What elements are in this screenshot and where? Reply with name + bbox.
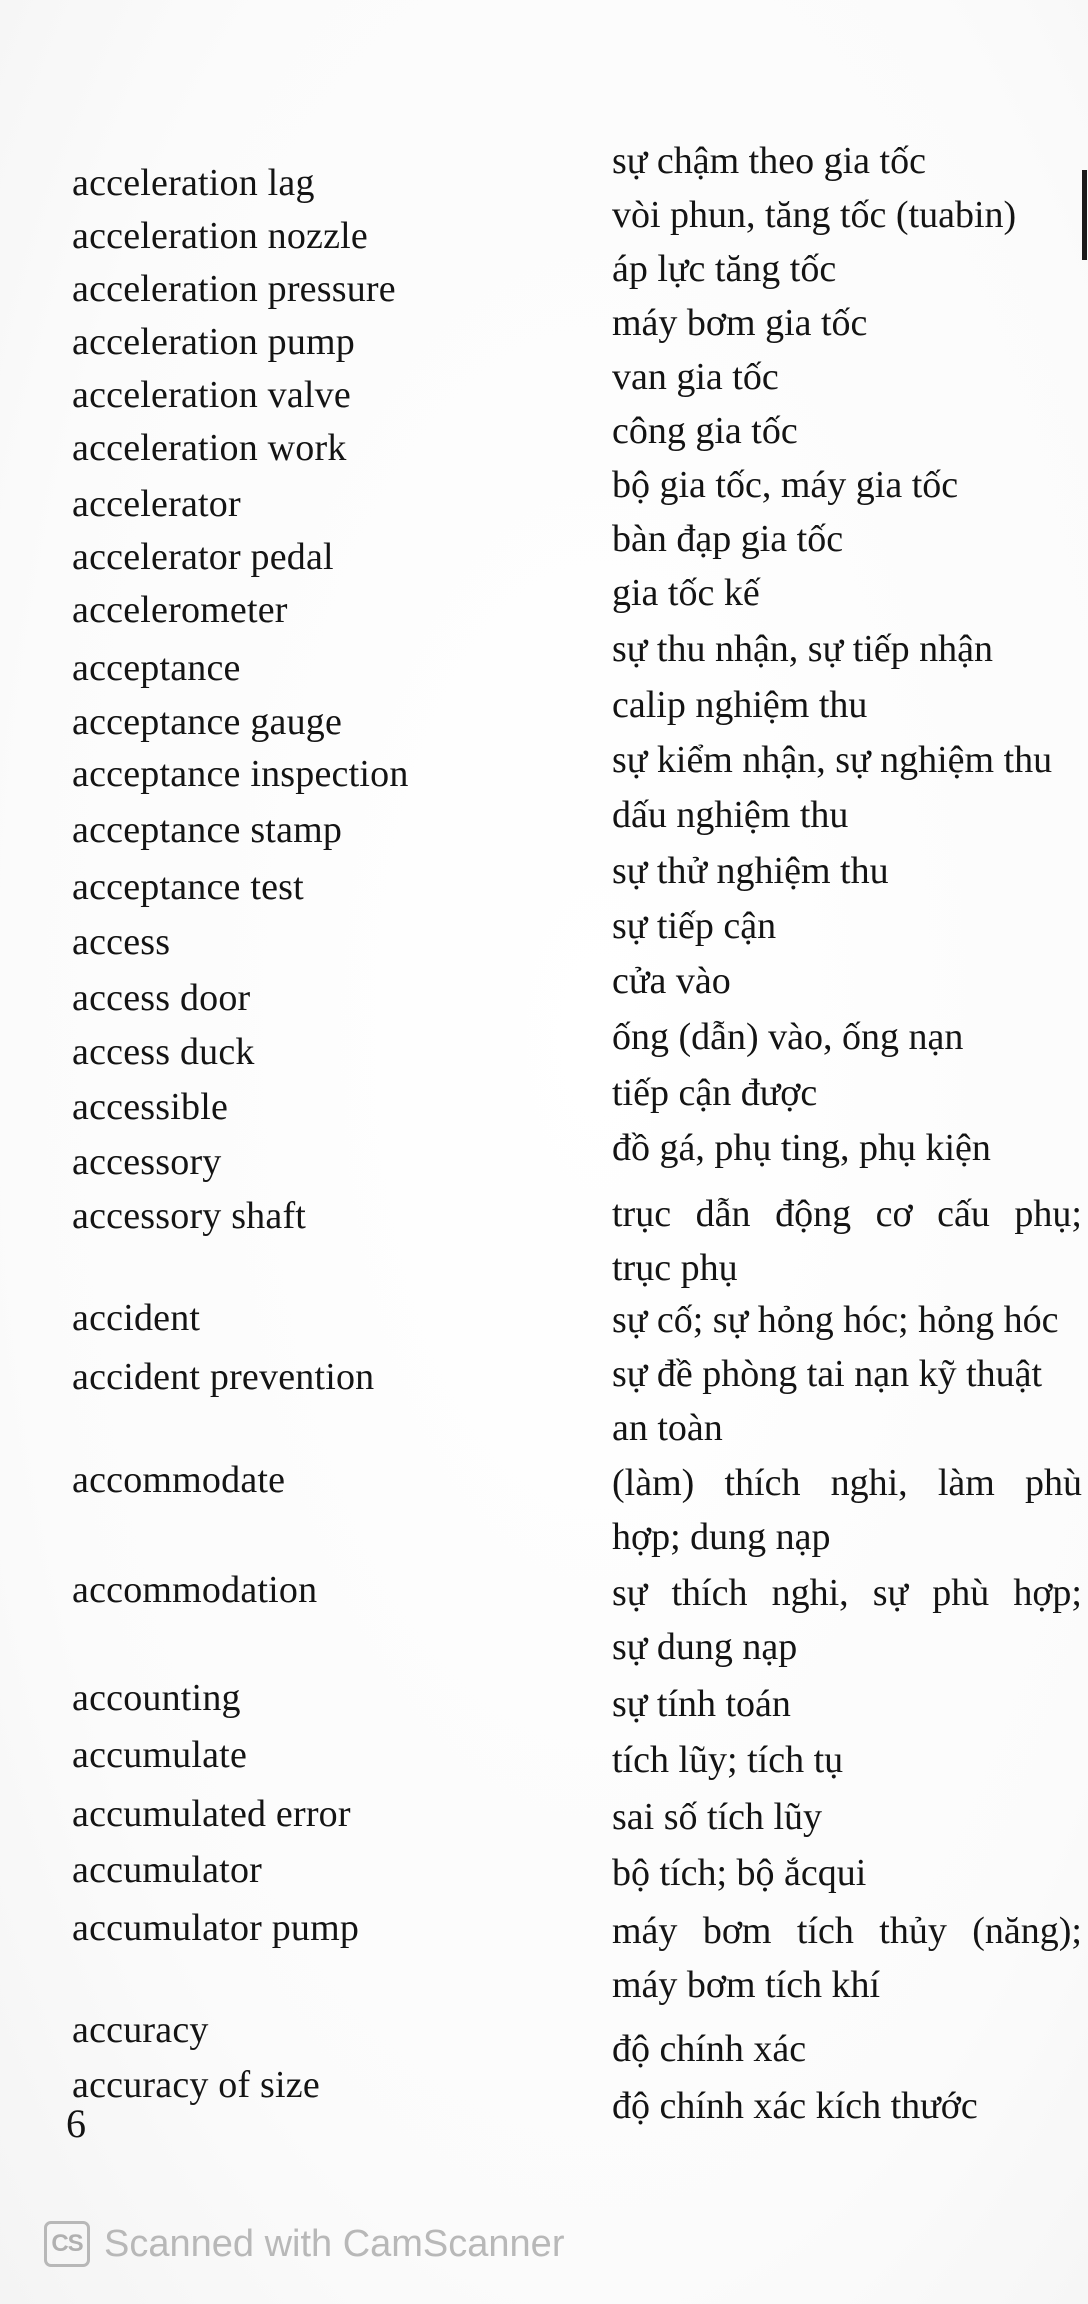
term: accuracy: [72, 2009, 209, 2051]
term: acceleration nozzle: [72, 215, 368, 257]
camscanner-logo-icon: CS: [44, 2221, 90, 2267]
definition-line: van gia tốc: [612, 356, 779, 398]
term: accident: [72, 1297, 201, 1339]
definition: [612, 1846, 1082, 1900]
definition: [612, 1677, 1082, 1731]
definition-line: máy bơm tích khí: [612, 1964, 881, 2006]
definition: [612, 404, 1082, 458]
term: accelerator pedal: [72, 536, 334, 578]
term: acceleration valve: [72, 374, 351, 416]
definition: [612, 899, 1082, 953]
term: accessible: [72, 1086, 229, 1128]
definition: [612, 566, 1082, 620]
definition: [612, 1904, 1082, 2012]
definition: [612, 1733, 1082, 1787]
term: accommodate: [72, 1459, 286, 1501]
term: accident prevention: [72, 1356, 375, 1398]
term: accessory shaft: [72, 1195, 307, 1237]
definition-line: tiếp cận được: [612, 1072, 818, 1114]
term: accelerometer: [72, 589, 288, 631]
term: acceptance gauge: [72, 701, 343, 743]
definition: [612, 1566, 1082, 1674]
term: acceptance test: [72, 866, 304, 908]
term: accumulator: [72, 1849, 262, 1891]
definition-line: (làm) thích nghi, làm phù: [612, 1462, 1082, 1504]
definition-line: máy bơm tích thủy (năng);: [612, 1910, 1082, 1952]
definition-line: công gia tốc: [612, 410, 798, 452]
definition: [612, 2079, 1082, 2133]
term: acceleration lag: [72, 162, 315, 204]
term: acceleration pump: [72, 321, 355, 363]
definition-line: bàn đạp gia tốc: [612, 518, 844, 560]
term: accumulated error: [72, 1793, 351, 1835]
definition-line: sự dung nạp: [612, 1626, 798, 1668]
term: access door: [72, 977, 251, 1019]
term: accelerator: [72, 483, 241, 525]
definition-line: sai số tích lũy: [612, 1796, 823, 1838]
definition: [612, 1790, 1082, 1844]
definition: [612, 844, 1082, 898]
definition: [612, 242, 1082, 296]
definition: [612, 188, 1082, 242]
term: acceptance inspection: [72, 753, 409, 795]
term: acceptance stamp: [72, 809, 343, 851]
definition-line: sự đề phòng tai nạn kỹ thuật: [612, 1353, 1043, 1395]
definition-line: độ chính xác: [612, 2028, 807, 2070]
definition: [612, 512, 1082, 566]
definition-line: độ chính xác kích thước: [612, 2085, 978, 2127]
page-edge-mark: [1082, 170, 1087, 260]
term: accessory: [72, 1141, 222, 1183]
definition: [612, 1121, 1082, 1175]
definition: [612, 622, 1082, 676]
definition-line: áp lực tăng tốc: [612, 248, 837, 290]
term: access: [72, 921, 171, 963]
definition: [612, 458, 1082, 512]
term: acceleration pressure: [72, 268, 396, 310]
definition-line: bộ gia tốc, máy gia tốc: [612, 464, 959, 506]
definition: [612, 733, 1082, 787]
definition-line: máy bơm gia tốc: [612, 302, 868, 344]
definition: [612, 296, 1082, 350]
term: accommodation: [72, 1569, 318, 1611]
definition-line: gia tốc kế: [612, 572, 760, 614]
definition: [612, 2022, 1082, 2076]
definition-line: đồ gá, phụ ting, phụ kiện: [612, 1127, 991, 1169]
term: accuracy of size: [72, 2064, 320, 2106]
definition: [612, 350, 1082, 404]
definition-line: ống (dẫn) vào, ống nạn: [612, 1016, 964, 1058]
definition-line: vòi phun, tăng tốc (tuabin): [612, 194, 1017, 236]
definition-line: sự chậm theo gia tốc: [612, 140, 926, 182]
definition: [612, 1293, 1082, 1347]
definition: [612, 1010, 1082, 1064]
definition-line: sự kiểm nhận, sự nghiệm thu: [612, 739, 1053, 781]
definition-line: bộ tích; bộ ắcqui: [612, 1852, 867, 1894]
definition: [612, 134, 1082, 188]
page-number: 6: [66, 2101, 86, 2146]
definition-line: dấu nghiệm thu: [612, 794, 849, 836]
definition: [612, 1456, 1082, 1564]
term: accounting: [72, 1677, 241, 1719]
definition-line: sự thử nghiệm thu: [612, 850, 889, 892]
scanner-watermark: [44, 2218, 564, 2270]
term: accumulate: [72, 1734, 248, 1776]
definition-line: trục phụ: [612, 1247, 738, 1289]
term: accumulator pump: [72, 1907, 360, 1949]
term: acceptance: [72, 647, 241, 689]
definition-line: cửa vào: [612, 960, 731, 1002]
definition-line: sự cố; sự hỏng hóc; hỏng hóc: [612, 1299, 1059, 1341]
definition-line: sự thu nhận, sự tiếp nhận: [612, 628, 994, 670]
definition-line: hợp; dung nạp: [612, 1516, 831, 1558]
definition-line: an toàn: [612, 1407, 723, 1449]
definition-line: trục dẫn động cơ cấu phụ;: [612, 1193, 1082, 1235]
definition-line: calip nghiệm thu: [612, 684, 868, 726]
definition: [612, 1066, 1082, 1120]
definition: [612, 1187, 1082, 1295]
definition: [612, 678, 1082, 732]
definition: [612, 1347, 1082, 1455]
definition-line: sự tiếp cận: [612, 905, 777, 947]
definition: [612, 954, 1082, 1008]
definition-line: sự thích nghi, sự phù hợp;: [612, 1572, 1082, 1614]
watermark-text: Scanned with CamScanner: [104, 2222, 565, 2265]
definition-line: tích lũy; tích tụ: [612, 1739, 844, 1781]
definition: [612, 788, 1082, 842]
definition-line: sự tính toán: [612, 1683, 791, 1725]
term: access duck: [72, 1031, 255, 1073]
term: acceleration work: [72, 427, 347, 469]
